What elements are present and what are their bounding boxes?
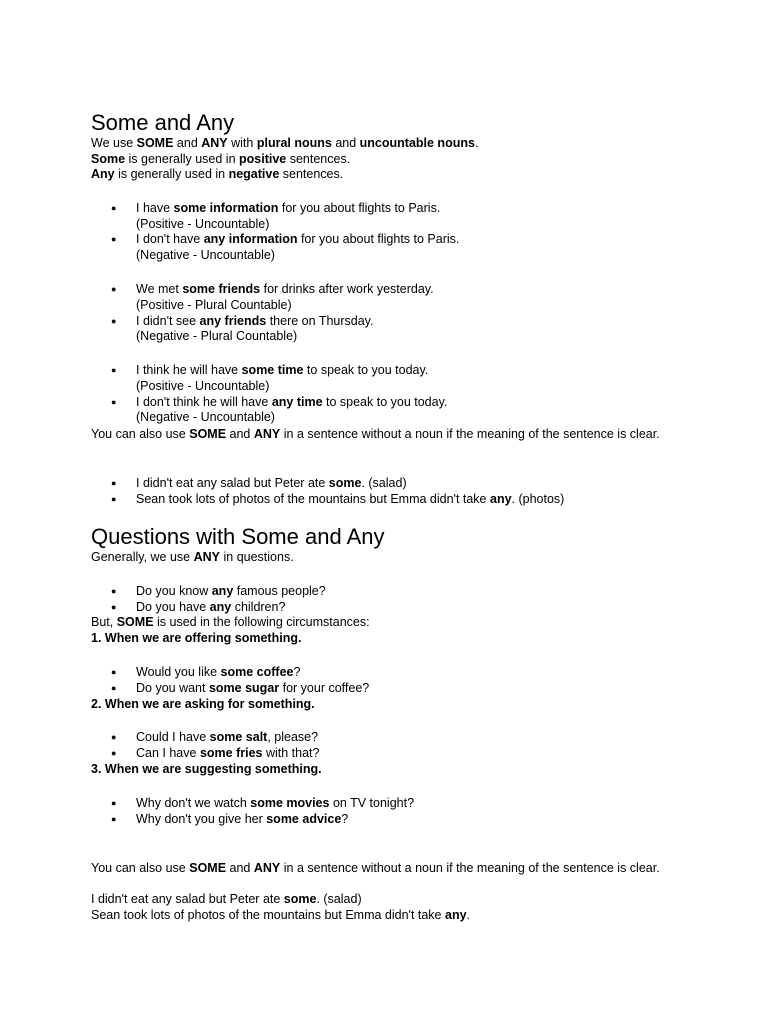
closing-example-2: Sean took lots of photos of the mountains but Emma didn't take any. [91,908,471,922]
question-example-2: ● Do you have any children? [111,600,286,614]
noun-note: You can also use SOME and ANY in a sentence without a noun if the meaning of the sentence is clear. [91,427,660,441]
example-1-note: (Positive - Uncountable) [136,217,270,231]
heading-some-and-any: Some and Any [91,110,235,135]
bullet-icon: ● [111,478,117,488]
case-2-heading: 2. When we are asking for something. [91,697,315,711]
case-1-item-1: ● Would you like some coffee? [111,665,301,679]
closing-note: You can also use SOME and ANY in a sentence without a noun if the meaning of the sentence is clear. [91,861,660,875]
case-1-heading: 1. When we are offering something. [91,631,302,645]
bullet-icon: ● [111,586,117,596]
intro-line-2: Some is generally used in positive sentences. [91,152,351,166]
bullet-icon: ● [111,284,117,294]
but-line: But, SOME is used in the following circumstances: [91,615,370,629]
example-1: ● I have some information for you about flights to Paris. [111,201,441,215]
example-3-note: (Positive - Plural Countable) [136,298,292,312]
example-4: ● I didn't see any friends there on Thursday. [111,314,374,328]
noun-example-2: ● Sean took lots of photos of the mountains but Emma didn't take any. (photos) [111,492,565,506]
example-2: ● I don't have any information for you about flights to Paris. [111,232,460,246]
bullet-icon: ● [111,203,117,213]
bullet-icon: ● [111,602,117,612]
bullet-icon: ● [111,798,117,808]
bullet-icon: ● [111,234,117,244]
intro-line-1: We use SOME and ANY with plural nouns and uncountable nouns. [91,136,479,150]
example-5: ● I think he will have some time to speak to you today. [111,363,429,377]
bullet-icon: ● [111,748,117,758]
case-3-item-1: ● Why don't we watch some movies on TV tonight? [111,796,415,810]
case-3-item-2: ● Why don't you give her some advice? [111,812,349,826]
question-example-1: ● Do you know any famous people? [111,584,326,598]
closing-example-1: I didn't eat any salad but Peter ate some. (salad) [91,892,362,906]
intro-line-3: Any is generally used in negative sentences. [91,167,344,181]
bullet-icon: ● [111,814,117,824]
example-6-note: (Negative - Uncountable) [136,410,275,424]
noun-example-1: ● I didn't eat any salad but Peter ate some. (salad) [111,476,407,490]
bullet-icon: ● [111,683,117,693]
case-2-item-1: ● Could I have some salt, please? [111,730,319,744]
example-2-note: (Negative - Uncountable) [136,248,275,262]
bullet-icon: ● [111,365,117,375]
heading-questions: Questions with Some and Any [91,524,385,549]
questions-intro: Generally, we use ANY in questions. [91,550,294,564]
example-3: ● We met some friends for drinks after work yesterday. [111,282,434,296]
bullet-icon: ● [111,667,117,677]
case-1-item-2: ● Do you want some sugar for your coffee? [111,681,370,695]
bullet-icon: ● [111,397,117,407]
example-4-note: (Negative - Plural Countable) [136,329,298,343]
example-5-note: (Positive - Uncountable) [136,379,270,393]
bullet-icon: ● [111,732,117,742]
bullet-icon: ● [111,494,117,504]
case-3-heading: 3. When we are suggesting something. [91,762,322,776]
bullet-icon: ● [111,316,117,326]
example-6: ● I don't think he will have any time to speak to you today. [111,395,448,409]
case-2-item-2: ● Can I have some fries with that? [111,746,320,760]
